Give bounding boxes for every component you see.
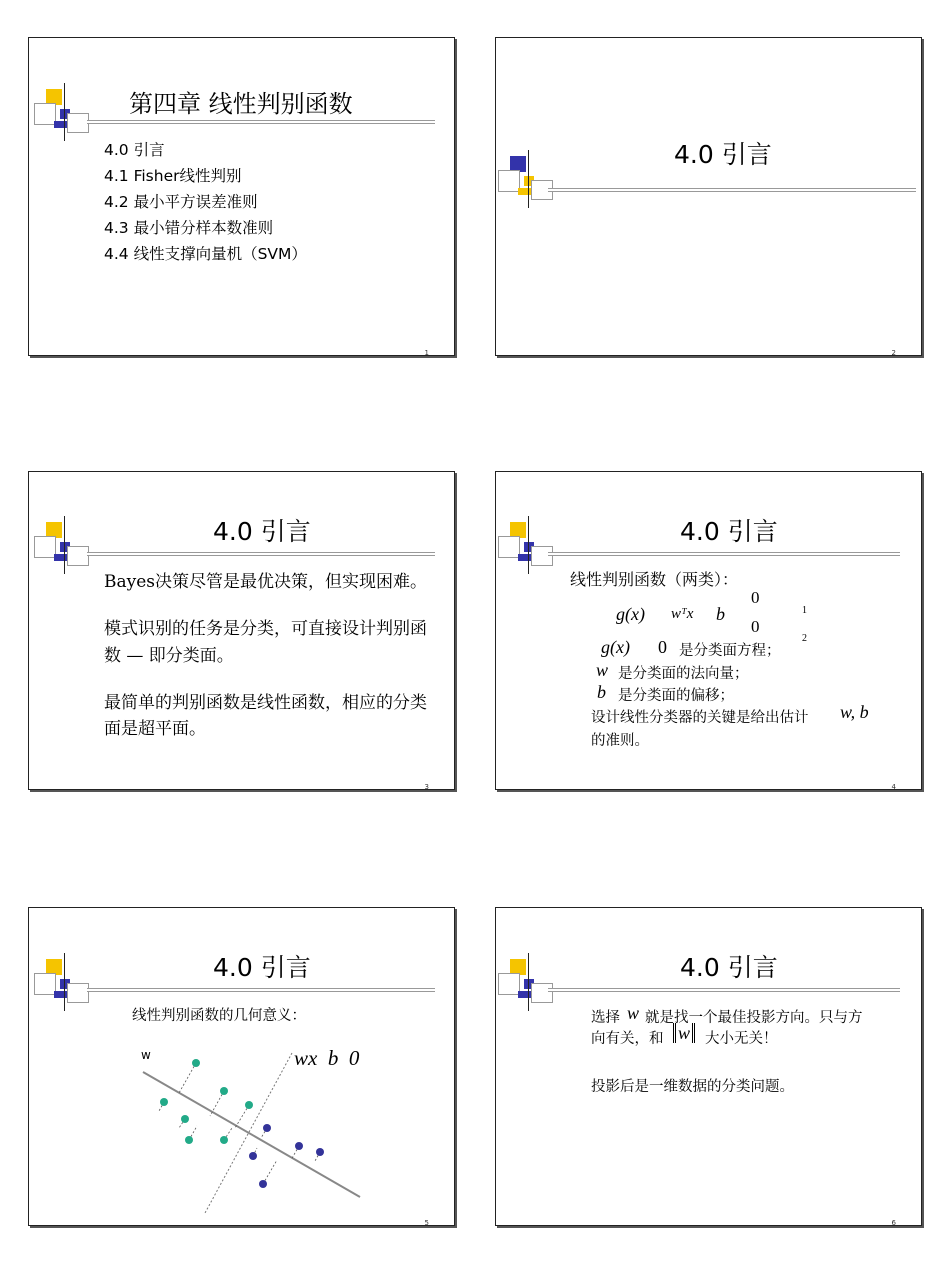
zero-value: 0 [658,637,667,657]
zero-top: 0 [751,588,760,607]
class2-point [316,1148,324,1156]
class2-point [295,1142,303,1150]
paragraph: Bayes决策尽管是最优决策，但实现困难。 [104,572,428,592]
paragraph: 最简单的判别函数是线性函数，相应的分类面是超平面。 [104,693,427,740]
slide-title: 4.0 引言 [213,953,311,982]
class-index: 1 [802,605,807,616]
slide-title: 4.0 引言 [213,517,311,546]
intro-text: 线性判别函数（两类）： [570,570,739,589]
gx-symbol: g(x) [601,637,630,657]
slide-3 [28,471,455,790]
toc-item: 4.1 Fisher线性判别 [104,167,242,185]
slide-1 [28,37,455,356]
class-index: 2 [802,633,807,644]
criterion-text: 设计线性分类器的关键是给出估计 [591,710,809,726]
w-symbol: w [627,1003,640,1023]
w-desc: 是分类面的法向量； [618,666,749,682]
hyperplane-equation: wx b 0 [294,1046,360,1070]
body-text: 投影后是一维数据的分类问题。 [591,1079,794,1095]
toc-item: 4.3 最小错分样本数准则 [104,219,274,237]
slide-6 [495,907,922,1226]
title-rule [548,552,900,556]
gx-symbol: g(x) [616,604,645,624]
slide-decoration [34,83,94,153]
projection-line [143,1072,360,1197]
body-text: 大小无关！ [705,1031,778,1047]
slide-title: 4.0 引言 [680,517,778,546]
w-symbol: w [596,660,609,680]
slide-decoration [34,516,94,586]
caption: 线性判别函数的几何意义： [132,1008,306,1024]
criterion-text: 的准则。 [591,733,649,749]
paragraph: 模式识别的任务是分类，可直接设计判别函数 — 即分类面。 [104,619,427,666]
geometry-figure [29,908,456,1227]
page-number: 1 [424,349,429,357]
w-norm [673,1023,695,1043]
body-text: 选择 [591,1010,620,1026]
b-symbol: b [597,682,606,702]
title-rule [548,988,900,992]
slide-4 [495,471,922,790]
body-text: 就是找一个最佳投影方向。只与方 [645,1010,863,1026]
b-term: b [716,604,725,624]
zero-bottom: 0 [751,617,760,636]
class2-point [249,1152,257,1160]
slide-title: 4.0 引言 [674,140,772,169]
page-number: 2 [891,349,896,357]
page-number: 6 [891,1219,896,1227]
toc-item: 4.0 引言 [104,141,165,159]
page-number: 5 [424,1219,429,1227]
w-symbol: w [678,1023,691,1043]
class1-point [192,1059,200,1067]
slide-5 [28,907,455,1226]
page-number: 3 [424,783,429,791]
title-rule [87,120,435,124]
slide-body [104,569,434,764]
equation-desc: 是分类面方程； [679,643,781,659]
body-text: 向有关，和 [591,1031,664,1047]
class2-point [259,1180,267,1188]
slide-decoration [498,150,558,220]
slide-title: 4.0 引言 [680,953,778,982]
title-rule [548,188,916,192]
class1-point [220,1136,228,1144]
class2-point [263,1124,271,1132]
slide-2 [495,37,922,356]
toc-item: 4.4 线性支撑向量机（SVM） [104,245,307,263]
toc-list [104,137,307,267]
class1-point [185,1136,193,1144]
class1-point [181,1115,189,1123]
class1-point [220,1087,228,1095]
toc-item: 4.2 最小平方误差准则 [104,193,258,211]
wb-symbols: w, b [840,702,869,722]
page-number: 4 [891,783,896,791]
class1-point [160,1098,168,1106]
w-label: w [141,1048,151,1062]
title-rule [87,552,435,556]
slide-title: 第四章 线性判别函数 [129,90,353,118]
class1-point [245,1101,253,1109]
b-desc: 是分类面的偏移； [618,688,734,704]
wtx-term: wᵀx [671,606,694,622]
slide-decoration [498,516,558,586]
